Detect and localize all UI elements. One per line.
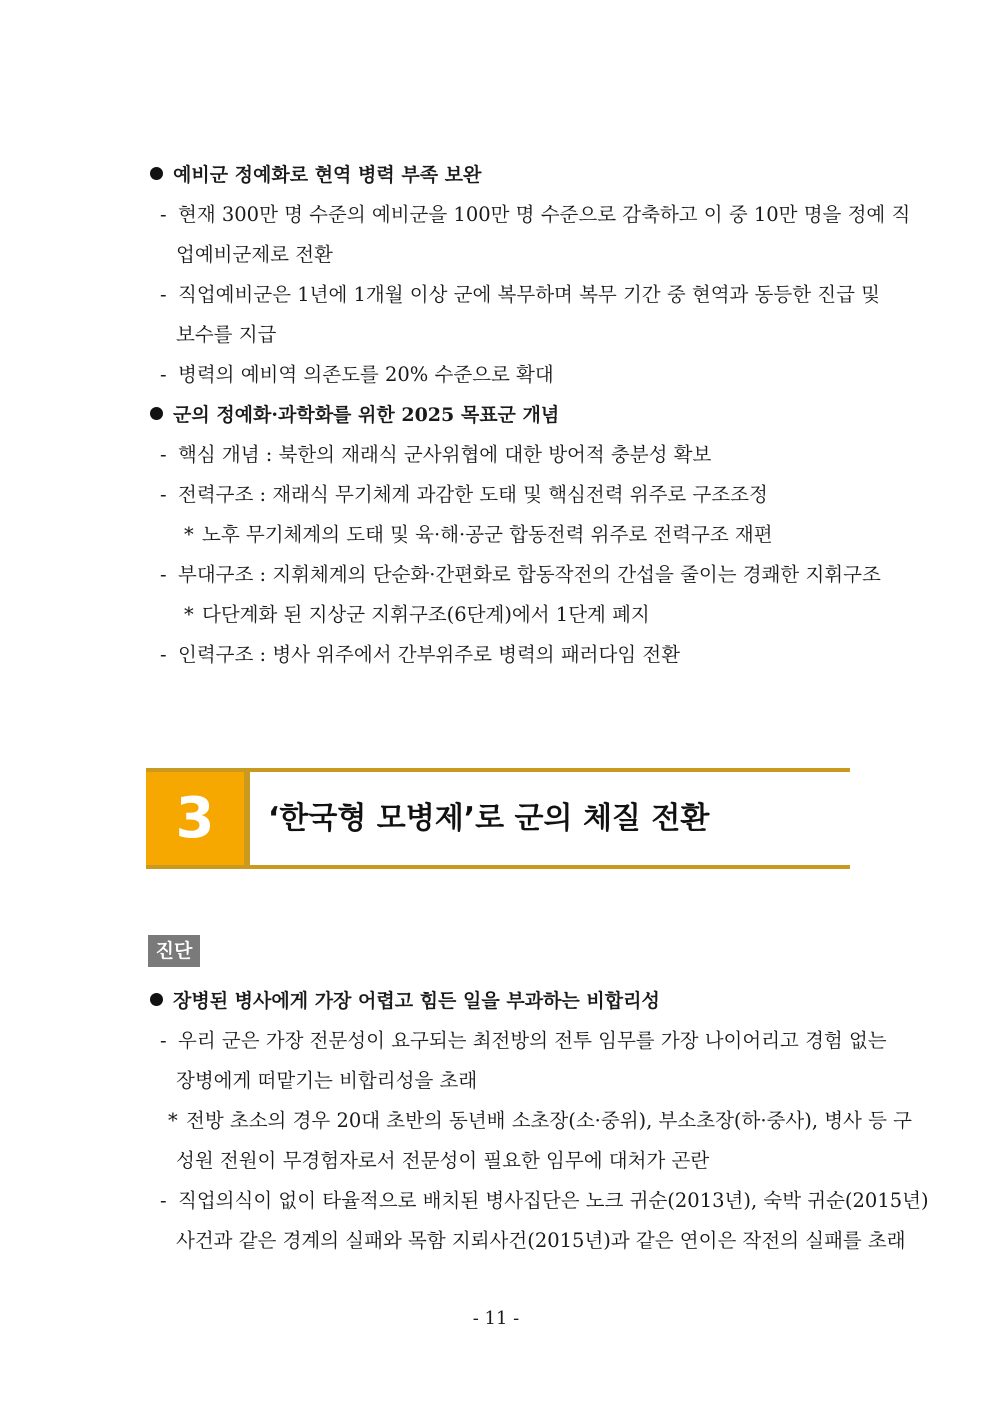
bullet-text: 예비군 정예화로 현역 병력 부족 보완 (173, 164, 482, 186)
bullet-heading (150, 161, 481, 189)
list-item-text: 인력구조 : 병사 위주에서 간부위주로 병력의 패러다임 전환 (178, 643, 681, 666)
list-item-continuation: 업예비군제로 전환 (176, 243, 333, 266)
list-item (160, 561, 881, 589)
note-continuation: 성원 전원이 무경험자로서 전문성이 필요한 임무에 대처가 곤란 (176, 1149, 710, 1172)
list-item-text: 직업예비군은 1년에 1개월 이상 군에 복무하며 복무 기간 중 현역과 동등한 진급 및 (178, 283, 880, 306)
note-item (184, 521, 773, 549)
note-text: 전방 초소의 경우 20대 초반의 동년배 소초장(소·중위), 부소초장(하·중사), 병사 등 구 (186, 1109, 912, 1132)
bullet-dot-icon (150, 993, 163, 1006)
list-item (160, 281, 880, 309)
bullet-heading (150, 987, 660, 1015)
bullet-text: 장병된 병사에게 가장 어렵고 힘든 일을 부과하는 비합리성 (173, 990, 660, 1012)
list-item-text: 전력구조 : 재래식 무기체계 과감한 도태 및 핵심전력 위주로 구조조정 (178, 483, 768, 506)
dash-marker: - (160, 563, 167, 586)
dash-marker: - (160, 443, 167, 466)
page-number: - 11 - (472, 1308, 520, 1329)
note-item (168, 1107, 912, 1135)
list-item-continuation: 사건과 같은 경계의 실패와 목함 지뢰사건(2015년)과 같은 연이은 작전의 실패를 초래 (176, 1229, 906, 1252)
list-item-text: 직업의식이 없이 타율적으로 배치된 병사집단은 노크 귀순(2013년), 숙박 귀순(2015년) (178, 1189, 929, 1212)
list-item-text: 핵심 개념 : 북한의 재래식 군사위협에 대한 방어적 충분성 확보 (178, 443, 712, 466)
list-item-text: 우리 군은 가장 전문성이 요구되는 최전방의 전투 임무를 가장 나이어리고 경험 없는 (178, 1029, 887, 1052)
dash-marker: - (160, 363, 167, 386)
list-item-text: 부대구조 : 지휘체계의 단순화·간편화로 합동작전의 간섭을 줄이는 경쾌한 지휘구조 (178, 563, 881, 586)
bullet-dot-icon (150, 167, 163, 180)
bullet-heading (150, 401, 559, 429)
dash-marker: - (160, 483, 167, 506)
list-item (160, 201, 911, 229)
list-item-text: 병력의 예비역 의존도를 20% 수준으로 확대 (178, 363, 554, 386)
list-item (160, 1187, 929, 1215)
dash-marker: - (160, 1029, 167, 1052)
list-item (160, 361, 850, 389)
list-item-continuation: 보수를 지급 (176, 323, 277, 346)
note-text: 노후 무기체계의 도태 및 육·해·공군 합동전력 위주로 전력구조 재편 (202, 523, 773, 546)
list-item-text: 현재 300만 명 수준의 예비군을 100만 명 수준으로 감축하고 이 중 10만 명을 정예 직 (178, 203, 911, 226)
asterisk-marker: * (184, 603, 194, 626)
bullet-dot-icon (150, 407, 163, 420)
asterisk-marker: * (184, 523, 194, 546)
list-item (160, 441, 850, 469)
section-header (146, 768, 850, 869)
list-item (160, 641, 850, 669)
section-number: 3 (146, 772, 250, 865)
note-text: 다단계화 된 지상군 지휘구조(6단계)에서 1단계 폐지 (202, 603, 650, 626)
dash-marker: - (160, 283, 167, 306)
list-item (160, 481, 850, 509)
note-item (184, 601, 650, 629)
asterisk-marker: * (168, 1109, 178, 1132)
dash-marker: - (160, 643, 167, 666)
list-item-continuation: 장병에게 떠맡기는 비합리성을 초래 (176, 1069, 478, 1092)
bullet-text: 군의 정예화·과학화를 위한 2025 목표군 개념 (173, 404, 560, 426)
dash-marker: - (160, 1189, 167, 1212)
list-item (160, 1027, 887, 1055)
diagnosis-tag: 진단 (148, 935, 200, 967)
dash-marker: - (160, 203, 167, 226)
section-title: ‘한국형 모병제’로 군의 체질 전환 (268, 801, 710, 836)
